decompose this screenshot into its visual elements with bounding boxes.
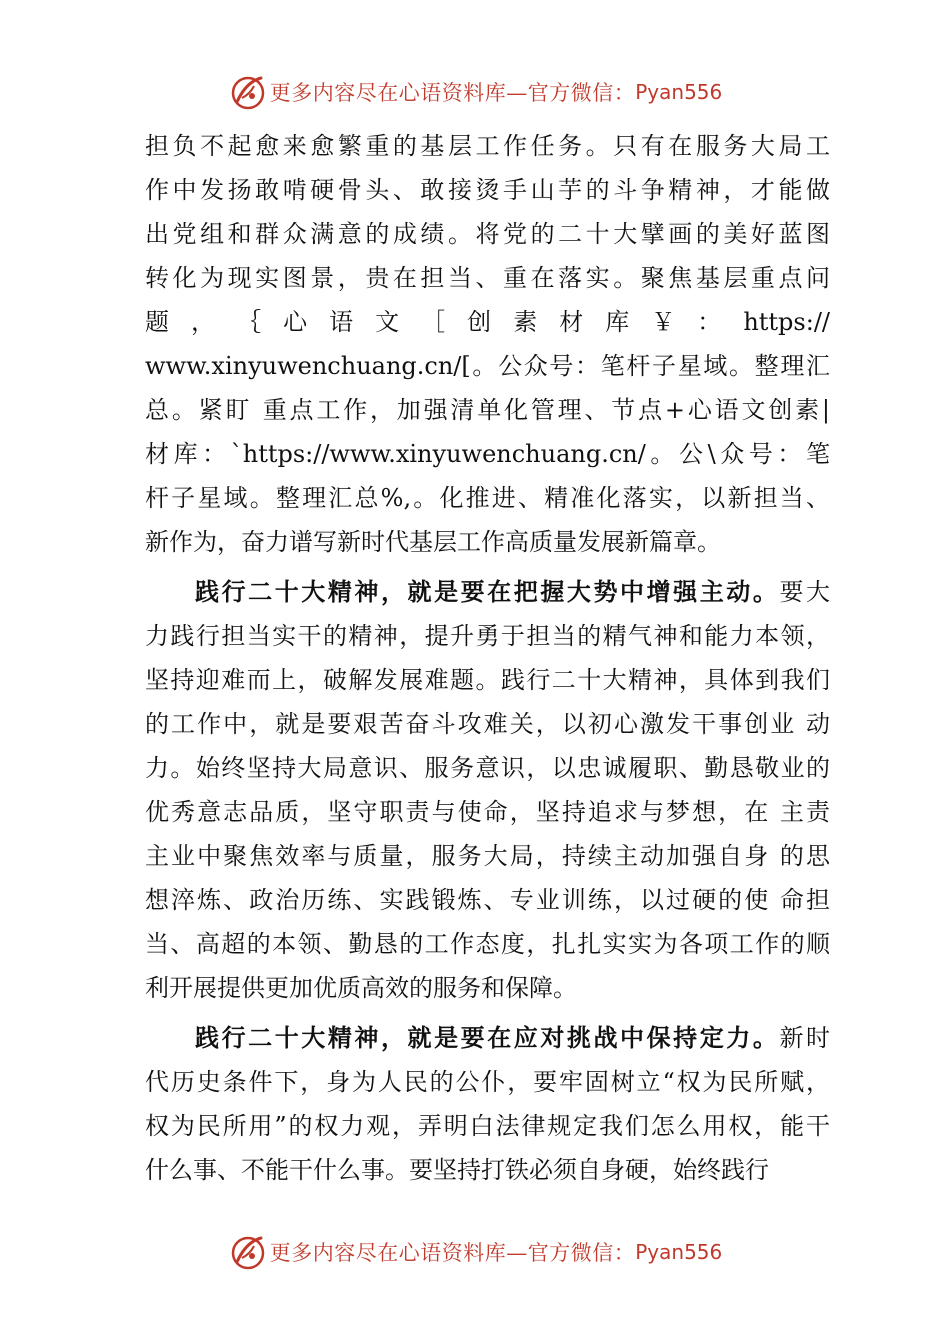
brand-logo-icon bbox=[228, 72, 268, 112]
text-line: 总。紧盯 重点工作，加强清单化管理、节点+心语文创素| bbox=[145, 396, 830, 424]
text-line: www.xinyuwenchuang.cn/[。公众号：笔杆子星域。整理汇 bbox=[145, 352, 830, 380]
footer-banner bbox=[0, 1228, 950, 1276]
paragraph-lead: 践行二十大精神，就是要 bbox=[195, 577, 488, 606]
text-line: 权为民所用”的权力观，弄明白法律规定我们怎么用权，能干 bbox=[145, 1112, 830, 1140]
text-line: 当、高超的本领、勤恳的工作态度，扎扎实实为各项工作的顺 bbox=[145, 930, 830, 958]
text-line: 想淬炼、政治历练、实践锻炼、专业训练，以过硬的使 命担 bbox=[145, 886, 830, 914]
text-line: 担负不起愈来愈繁重的基层工作任务。只有在服务大局工 bbox=[145, 132, 830, 160]
text-line-first bbox=[145, 570, 830, 614]
paragraph-lead: 践行二十大精神，就是要 bbox=[195, 1023, 488, 1052]
paragraph-3 bbox=[145, 1016, 830, 1192]
text-line: 作中发扬敢啃硬骨头、敢接烫手山芋的斗争精神，才能做 bbox=[145, 176, 830, 204]
paragraph-text: 要大 bbox=[779, 578, 830, 606]
text-line: 题 ， ｛ 心 语 文 ［ 创 素 材 库 ￥ ： https:// bbox=[145, 308, 830, 336]
text-line: 优秀意志品质，坚守职责与使命，坚持追求与梦想，在 主责 bbox=[145, 798, 830, 826]
brand-logo-icon bbox=[228, 1232, 268, 1272]
text-line: 主业中聚焦效率与质量，服务大局，持续主动加强自身 的思 bbox=[145, 842, 830, 870]
text-line: 什么事、不能干什么事。要坚持打铁必须自身硬，始终践行 bbox=[145, 1156, 769, 1184]
paragraph-heading: 在把握大势中增强主动。 bbox=[487, 578, 780, 606]
text-line: 坚持迎难而上，破解发展难题。践行二十大精神，具体到我们 bbox=[145, 666, 830, 694]
banner-text: 更多内容尽在心语资料库—官方微信： bbox=[269, 81, 636, 105]
paragraph-heading: 在应对挑战中保持定力。 bbox=[487, 1024, 780, 1052]
text-line: 转化为现实图景，贵在担当、重在落实。聚焦基层重点问 bbox=[145, 264, 830, 292]
header-banner bbox=[0, 68, 950, 116]
text-line: 新作为，奋力谱写新时代基层工作高质量发展新篇章。 bbox=[145, 528, 721, 556]
text-line: 的工作中，就是要艰苦奋斗攻难关，以初心激发干事创业 动 bbox=[145, 710, 830, 738]
text-line: 代历史条件下，身为人民的公仆，要牢固树立“权为民所赋， bbox=[145, 1068, 830, 1096]
text-line: 杆子星域。整理汇总%,。化推进、精准化落实，以新担当、 bbox=[145, 484, 830, 512]
text-line: 力。始终坚持大局意识、服务意识，以忠诚履职、勤恳敬业的 bbox=[145, 754, 830, 782]
banner-text: 更多内容尽在心语资料库—官方微信： bbox=[269, 1241, 636, 1265]
banner-wechat-id: Pyan556 bbox=[635, 1240, 723, 1264]
text-line-first bbox=[145, 1016, 830, 1060]
text-line: 材库：`https://www.xinyuwenchuang.cn/。公\众号：笔 bbox=[145, 440, 830, 468]
text-line: 力践行担当实干的精神，提升勇于担当的精气神和能力本领， bbox=[145, 622, 830, 650]
paragraph-2 bbox=[145, 570, 830, 1010]
text-line: 利开展提供更加优质高效的服务和保障。 bbox=[145, 974, 577, 1002]
paragraph-1 bbox=[145, 124, 830, 564]
banner-wechat-id: Pyan556 bbox=[635, 80, 723, 104]
text-line: 出党组和群众满意的成绩。将党的二十大擘画的美好蓝图 bbox=[145, 220, 830, 248]
paragraph-text: 新时 bbox=[779, 1024, 830, 1052]
document-body bbox=[145, 124, 830, 1192]
